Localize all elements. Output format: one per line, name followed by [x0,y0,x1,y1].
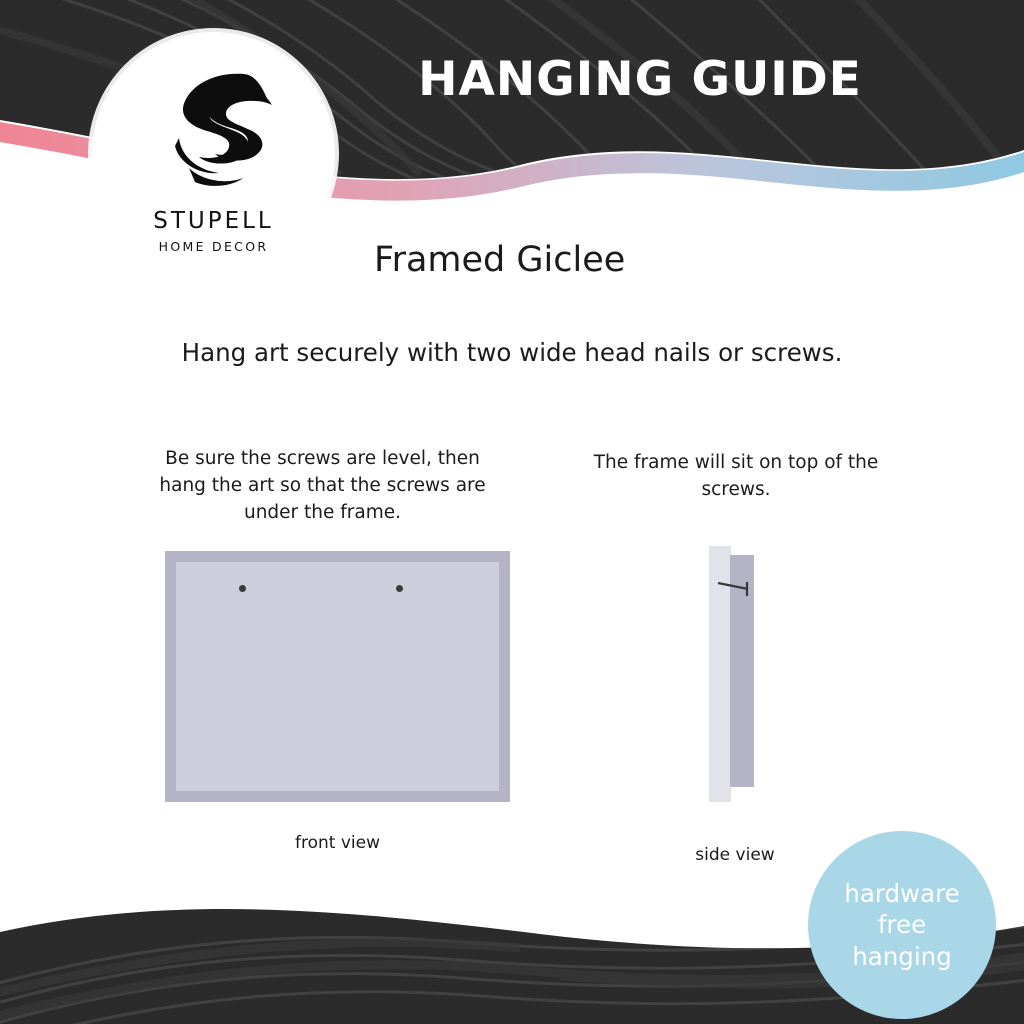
nail-icon [700,546,780,802]
front-view-note: Be sure the screws are level, then hang the art so that the screws are under the frame. [159,448,486,523]
front-view-label: front view [295,833,380,853]
product-type-heading: Framed Giclee [374,240,626,280]
hardware-free-hanging-badge [808,831,996,1019]
brand-logo-badge [92,32,335,275]
main-instruction-text: Hang art securely with two wide head nails or screws. [181,338,843,367]
stupell-swoosh-logo-icon [149,68,279,197]
screw-point-right-icon [396,585,403,592]
brand-name: STUPELL [153,208,274,234]
screw-point-left-icon [239,585,246,592]
badge-line-2: free [877,910,927,940]
frame-inner-art [176,562,499,791]
front-view-diagram [165,551,510,802]
brand-tagline: HOME DECOR [158,239,269,254]
badge-line-1: hardware [844,878,960,908]
side-view-label: side view [695,845,775,865]
page-title: HANGING GUIDE [418,52,862,107]
badge-line-3: hanging [852,941,952,971]
side-view-note: The frame will sit on top of the screws. [593,452,879,500]
side-view-diagram [700,546,780,802]
